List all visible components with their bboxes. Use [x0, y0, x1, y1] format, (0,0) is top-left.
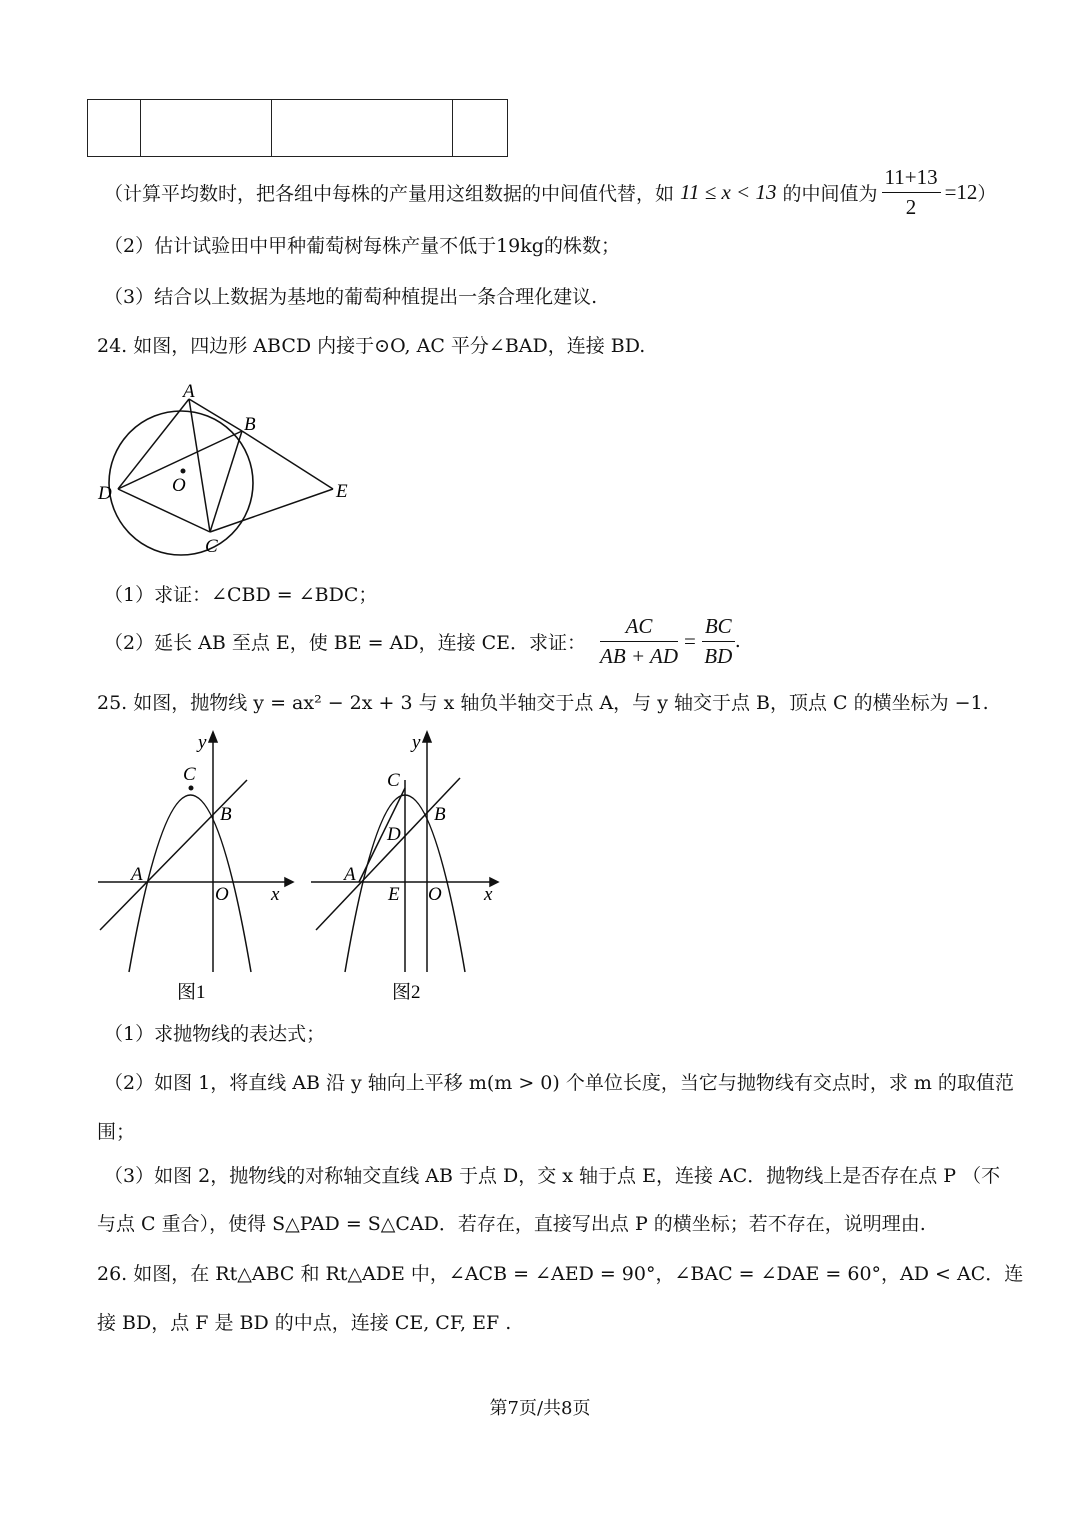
table-cell	[453, 100, 508, 157]
q24-figure	[90, 375, 370, 565]
label-c: C	[205, 536, 218, 557]
fraction-numerator: 11+13	[882, 165, 941, 193]
line-ab	[100, 780, 247, 930]
vertex-point-c	[189, 786, 194, 791]
label-b: B	[220, 804, 232, 825]
segment-ce	[210, 489, 333, 532]
fraction-numerator: BC	[702, 614, 735, 642]
label-d: D	[98, 483, 112, 504]
q25-part1: （1）求抛物线的表达式；	[104, 1023, 326, 1045]
q23-part2: （2）估计试验田中甲种葡萄树每株产量不低于19kg的株数；	[104, 235, 620, 257]
fraction-denominator: BD	[704, 643, 733, 668]
q24-part1: （1）求证：∠CBD = ∠BDC；	[104, 584, 378, 606]
table-cell	[141, 100, 272, 157]
table-cell	[272, 100, 453, 157]
mean-note-text: （计算平均数时，把各组中每株的产量用这组数据的中间值代替，如	[104, 182, 675, 205]
q25-part2-line2: 围；	[97, 1121, 136, 1143]
segment-ac	[189, 399, 210, 532]
q26-line1: 26. 如图，在 Rt△ABC 和 Rt△ADE 中，∠ACB = ∠AED = 90°，∠BAC = ∠DAE = 60°，AD < AC．连	[97, 1263, 1024, 1285]
mean-note-mid: 的中间值为	[782, 182, 878, 205]
label-e: E	[336, 481, 348, 502]
equals-sign: =	[684, 628, 696, 653]
label-o: O	[172, 475, 186, 496]
fraction-ac-over-ab-ad	[600, 614, 678, 669]
mean-note	[104, 166, 996, 218]
label-a: A	[344, 864, 356, 885]
fraction-denominator: 2	[905, 194, 917, 219]
data-table-fragment	[87, 99, 508, 157]
mean-note-inequality: 11 ≤ x < 13	[680, 179, 777, 204]
figure-1-caption: 图1	[177, 982, 206, 1003]
page-footer: 第7页/共8页	[489, 1398, 591, 1419]
y-axis-arrow	[209, 732, 217, 742]
table-cell	[88, 100, 141, 157]
period: .	[734, 630, 741, 652]
q25-part2-line1: （2）如图 1，将直线 AB 沿 y 轴向上平移 m(m > 0) 个单位长度，当它与抛物线有交点时，求 m 的取值范	[104, 1072, 1014, 1094]
label-d: D	[387, 824, 401, 845]
label-e: E	[388, 884, 400, 905]
label-y: y	[412, 732, 421, 753]
q23-part3: （3）结合以上数据为基地的葡萄种植提出一条合理化建议.	[104, 286, 598, 308]
segment-be	[242, 431, 333, 489]
mean-note-fraction	[882, 165, 941, 220]
line-ab	[316, 778, 460, 930]
q25-figure-1	[95, 728, 295, 1008]
label-a: A	[131, 864, 143, 885]
label-o: O	[428, 884, 442, 905]
label-x: x	[271, 884, 280, 905]
x-axis-arrow	[285, 878, 293, 886]
y-axis-arrow	[423, 732, 431, 742]
fraction-numerator: AC	[600, 614, 678, 642]
q25-figure-2	[308, 728, 508, 1008]
label-o: O	[215, 884, 229, 905]
label-b: B	[434, 804, 446, 825]
label-c: C	[387, 770, 400, 791]
q24-stem: 24. 如图，四边形 ABCD 内接于⊙O, AC 平分∠BAD，连接 BD.	[97, 335, 646, 357]
segment-ab	[189, 399, 242, 431]
q24-part2-text: （2）延长 AB 至点 E，使 BE = AD，连接 CE．求证：	[104, 631, 587, 654]
fraction-denominator: AB + AD	[600, 643, 678, 668]
label-y: y	[198, 732, 207, 753]
q25-stem: 25. 如图，抛物线 y = ax² − 2x + 3 与 x 轴负半轴交于点 A，与 y 轴交于点 B，顶点 C 的横坐标为 −1.	[97, 692, 989, 714]
q25-part3-line1: （3）如图 2，抛物线的对称轴交直线 AB 于点 D，交 x 轴于点 E，连接 AC．抛物线上是否存在点 P （不	[104, 1165, 1001, 1187]
q25-part3-line2: 与点 C 重合），使得 S△PAD = S△CAD．若存在，直接写出点 P 的横坐标；若不存在，说明理由.	[97, 1213, 926, 1235]
q24-part2	[104, 612, 741, 670]
label-x: x	[484, 884, 493, 905]
figure-2-caption: 图2	[392, 982, 421, 1003]
table-row	[88, 100, 508, 157]
center-point-o	[181, 469, 186, 474]
label-a: A	[183, 381, 195, 402]
segment-dc	[118, 489, 210, 532]
label-c: C	[183, 764, 196, 785]
parabola	[129, 795, 251, 972]
mean-note-close: ）	[977, 182, 997, 205]
segment-bc	[210, 431, 242, 532]
mean-note-equals: =12	[944, 179, 978, 204]
fraction-bc-over-bd	[702, 614, 735, 669]
q26-line2: 接 BD，点 F 是 BD 的中点，连接 CE, CF, EF .	[97, 1312, 512, 1334]
label-b: B	[244, 414, 256, 435]
